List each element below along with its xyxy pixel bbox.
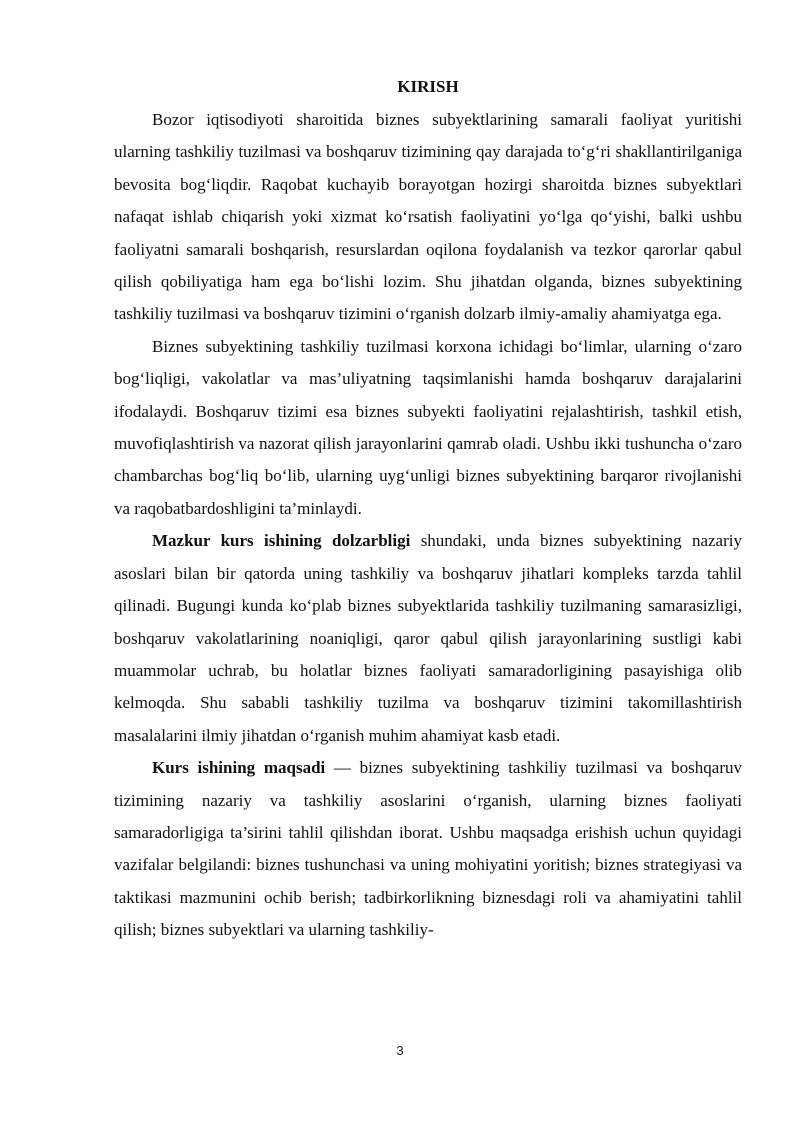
paragraph-lead: Kurs ishining maqsadi xyxy=(152,758,326,778)
paragraph-relevance xyxy=(114,525,742,752)
document-page xyxy=(114,72,742,947)
paragraph-goal xyxy=(114,752,742,946)
paragraph-text: Bozor iqtisodiyoti sharoitida biznes subyektlarining samarali faoliyat yuritishi ularning tashkiliy tuzilmasi va boshqaruv tizimining qay darajada to‘g‘ri shakllantirilganiga bevosita bog‘liqdir. Raqobat kuchayib borayotgan hozirgi sharoitda biznes subyektlari nafaqat ishlab chiqarish yoki xizmat ko‘rsatish faoliyatini yo‘lga qo‘yishi, balki ushbu faoliyatni samarali boshqarish, resurslardan oqilona foydalanish va tezkor qarorlar qabul qilish qobiliyatiga ham ega bo‘lishi lozim. Shu jihatdan olganda, biznes subyektining tashkiliy tuzilmasi va boshqaruv tizimini o‘rganish dolzarb ilmiy-amaliy ahamiyatga ega. xyxy=(114,110,742,324)
section-heading: KIRISH xyxy=(397,77,459,96)
page-number: 3 xyxy=(396,1043,404,1058)
paragraph-text: Biznes subyektining tashkiliy tuzilmasi korxona ichidagi bo‘limlar, ularning o‘zaro bog‘liqligi, vakolatlar va mas’uliyatning taqsimlanishi hamda boshqaruv darajalarini ifodalaydi. Boshqaruv tizimi esa biznes subyekti faoliyatini rejalashtirish, tashkil etish, muvofiqlashtirish va nazorat qilish jarayonlarini qamrab oladi. Ushbu ikki tushuncha o‘zaro chambarchas bog‘liq bo‘lib, ularning uyg‘unligi biznes subyektining barqaror rivojlanishi va raqobatbardoshligini ta’minlaydi. xyxy=(114,336,742,518)
paragraph-text: shundaki, unda biznes subyektining nazariy asoslari bilan bir qatorda uning tashkiliy va boshqaruv jihatlari kompleks tarzda tahlil qilinadi. Bugungi kunda ko‘plab biznes subyektlarida tashkiliy tuzilmaning samarasizligi, boshqaruv vakolatlarining noaniqligi, qaror qabul qilish jarayonlarining sustligi kabi muammolar uchrab, bu holatlar biznes faoliyati samaradorligining pasayishiga olib kelmoqda. Shu sababli tashkiliy tuzilma va boshqaruv tizimini takomillashtirish masalalarini ilmiy jihatdan o‘rganish muhim ahamiyat kasb etadi. xyxy=(114,531,742,745)
paragraph-intro xyxy=(114,104,742,331)
paragraph-lead: Mazkur kurs ishining dolzarbligi xyxy=(152,531,411,551)
paragraph-text: — biznes subyektining tashkiliy tuzilmasi va boshqaruv tizimining nazariy va tashkiliy asoslarini o‘rganish, ularning biznes faoliyati samaradorligiga ta’sirini tahlil qilishdan iborat. Ushbu maqsadga erishish uchun quyidagi vazifalar belgilandi: biznes tushunchasi va uning mohiyatini yoritish; biznes strategiyasi va taktikasi mazmunini ochib berish; tadbirkorlikning biznesdagi roli va ahamiyatini tahlil qilish; biznes subyektlari va ularning tashkiliy- xyxy=(114,758,742,940)
paragraph-structure xyxy=(114,331,742,525)
